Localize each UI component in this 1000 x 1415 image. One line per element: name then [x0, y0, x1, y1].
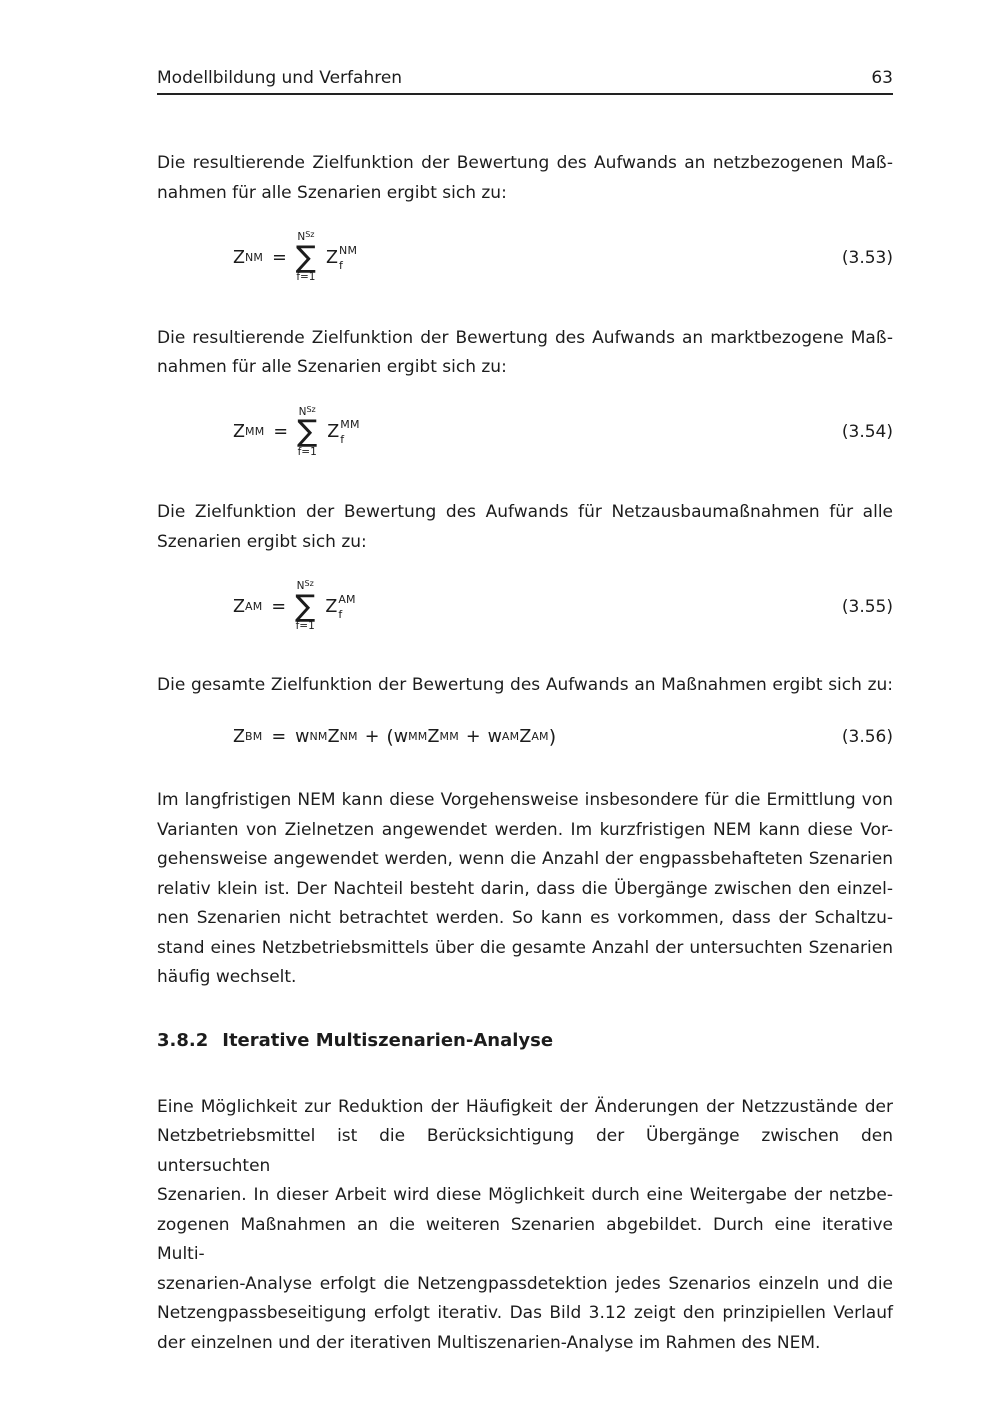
- equation-number: (3.55): [841, 596, 893, 617]
- text-line: nen Szenarien nicht betrachtet werden. So kann es vorkommen, dass der Schaltzu-: [157, 908, 893, 929]
- paragraph: [157, 498, 893, 557]
- text-line: der einzelnen und der iterativen Multiszenarien-Analyse im Rahmen des NEM.: [157, 1332, 821, 1353]
- text-line: Im langfristigen NEM kann diese Vorgehensweise insbesondere für die Ermittlung von: [157, 790, 893, 811]
- text-line: Szenarien ergibt sich zu:: [157, 531, 367, 552]
- text-line: szenarien-Analyse erfolgt die Netzengpassdetektion jedes Szenarios einzeln und die: [157, 1273, 893, 1294]
- formula-rhs-term: Z MM f: [327, 418, 360, 447]
- formula-rhs-term: Z NM f: [326, 243, 358, 272]
- text-line: zogenen Maßnahmen an die weiteren Szenarien abgebildet. Durch eine iterative Multi-: [157, 1214, 893, 1265]
- formula-lhs: Z MM: [233, 422, 265, 443]
- equals-sign: =: [272, 247, 287, 268]
- sum-upper-limit: $N^{Sz}$: [297, 230, 315, 243]
- paragraph: [157, 324, 893, 383]
- weight-term: w NM: [295, 727, 328, 748]
- paragraph: [157, 671, 893, 701]
- sum-lower-limit: f=1: [295, 620, 315, 633]
- sum-upper-limit: $N^{Sz}$: [296, 579, 314, 593]
- paragraph: [157, 1093, 893, 1359]
- paragraph: [157, 786, 893, 993]
- equation-number: (3.54): [841, 422, 893, 443]
- section-number: 3.8.2: [157, 1029, 209, 1051]
- equals-sign: =: [271, 727, 287, 748]
- text-line: Die resultierende Zielfunktion der Bewertung des Aufwands an marktbezogene Maß-: [157, 327, 893, 348]
- weight-term: w AM: [487, 727, 520, 748]
- equation-row: [157, 404, 893, 459]
- objective-term: Z MM: [427, 727, 459, 748]
- objective-term: Z NM: [327, 727, 358, 748]
- text-line: Netzengpassbeseitigung erfolgt iterativ. Das Bild 3.12 zeigt den prinzipiellen Verlauf: [157, 1303, 893, 1324]
- equation-number: (3.56): [841, 727, 893, 748]
- sum-lower-limit: f=1: [296, 271, 316, 284]
- formula: [233, 404, 360, 459]
- weight-term: w MM: [393, 727, 428, 748]
- text-line: gehensweise angewendet werden, wenn die Anzahl der engpassbehafteten Szenarien: [157, 849, 893, 870]
- text-line: häufig wechselt.: [157, 967, 297, 988]
- sum-lower-limit: f=1: [297, 445, 317, 458]
- equation-row: [157, 726, 893, 748]
- summation-symbol: [296, 232, 316, 284]
- section-title: Iterative Multiszenarien-Analyse: [222, 1029, 554, 1051]
- page-number: 63: [871, 68, 893, 88]
- text-line: stand eines Netzbetriebsmittels über die gesamte Anzahl der untersuchten Szenarien: [157, 937, 893, 958]
- formula-lhs: Z NM: [233, 247, 264, 268]
- text-line: Netzbetriebsmittel ist die Berücksichtigung der Übergänge zwischen den untersuchten: [157, 1126, 893, 1176]
- section-heading: [157, 1029, 893, 1053]
- formula: [233, 232, 357, 284]
- text-line: Szenarien. In dieser Arbeit wird diese Möglichkeit durch eine Weitergabe der netzbe-: [157, 1185, 893, 1206]
- formula: [233, 726, 556, 748]
- plus-sign: +: [364, 727, 380, 748]
- formula-rhs-term: Z AM f: [325, 592, 356, 621]
- formula-lhs: Z BM: [233, 727, 263, 748]
- text-line: Die gesamte Zielfunktion der Bewertung des Aufwands an Maßnahmen ergibt sich zu:: [157, 674, 893, 695]
- close-paren: ): [548, 726, 557, 749]
- text-line: Die resultierende Zielfunktion der Bewertung des Aufwands an netzbezogenen Maß-: [157, 153, 893, 173]
- summation-symbol: [297, 404, 318, 459]
- objective-term: Z AM: [519, 727, 549, 748]
- formula-lhs: Z AM: [233, 596, 263, 617]
- sum-upper-limit: $N^{Sz}$: [298, 404, 316, 418]
- equation-number: (3.53): [841, 247, 893, 268]
- open-paren: (: [386, 726, 394, 749]
- formula: [233, 581, 356, 633]
- text-line: relativ klein ist. Der Nachteil besteht darin, dass die Übergänge zwischen den einzel-: [157, 878, 893, 899]
- summation-symbol: [295, 581, 315, 633]
- equals-sign: =: [271, 596, 287, 617]
- text-line: nahmen für alle Szenarien ergibt sich zu:: [157, 182, 507, 203]
- running-title: Modellbildung und Verfahren: [157, 68, 403, 88]
- text-line: nahmen für alle Szenarien ergibt sich zu:: [157, 357, 507, 378]
- sigma-icon: ∑: [295, 239, 317, 275]
- sigma-icon: ∑: [295, 588, 316, 624]
- sigma-icon: ∑: [297, 414, 318, 450]
- text-line: Eine Möglichkeit zur Reduktion der Häufigkeit der Änderungen der Netzzustände der: [157, 1096, 893, 1117]
- equals-sign: =: [273, 422, 289, 443]
- paragraph: [157, 149, 893, 208]
- text-line: Varianten von Zielnetzen angewendet werden. Im kurzfristigen NEM kann diese Vor-: [157, 819, 893, 840]
- text-line: Die Zielfunktion der Bewertung des Aufwands für Netzausbaumaßnahmen für alle: [157, 502, 893, 523]
- equation-row: [157, 581, 893, 633]
- plus-sign: +: [465, 727, 481, 748]
- running-header: [157, 68, 893, 95]
- equation-row: [157, 232, 893, 284]
